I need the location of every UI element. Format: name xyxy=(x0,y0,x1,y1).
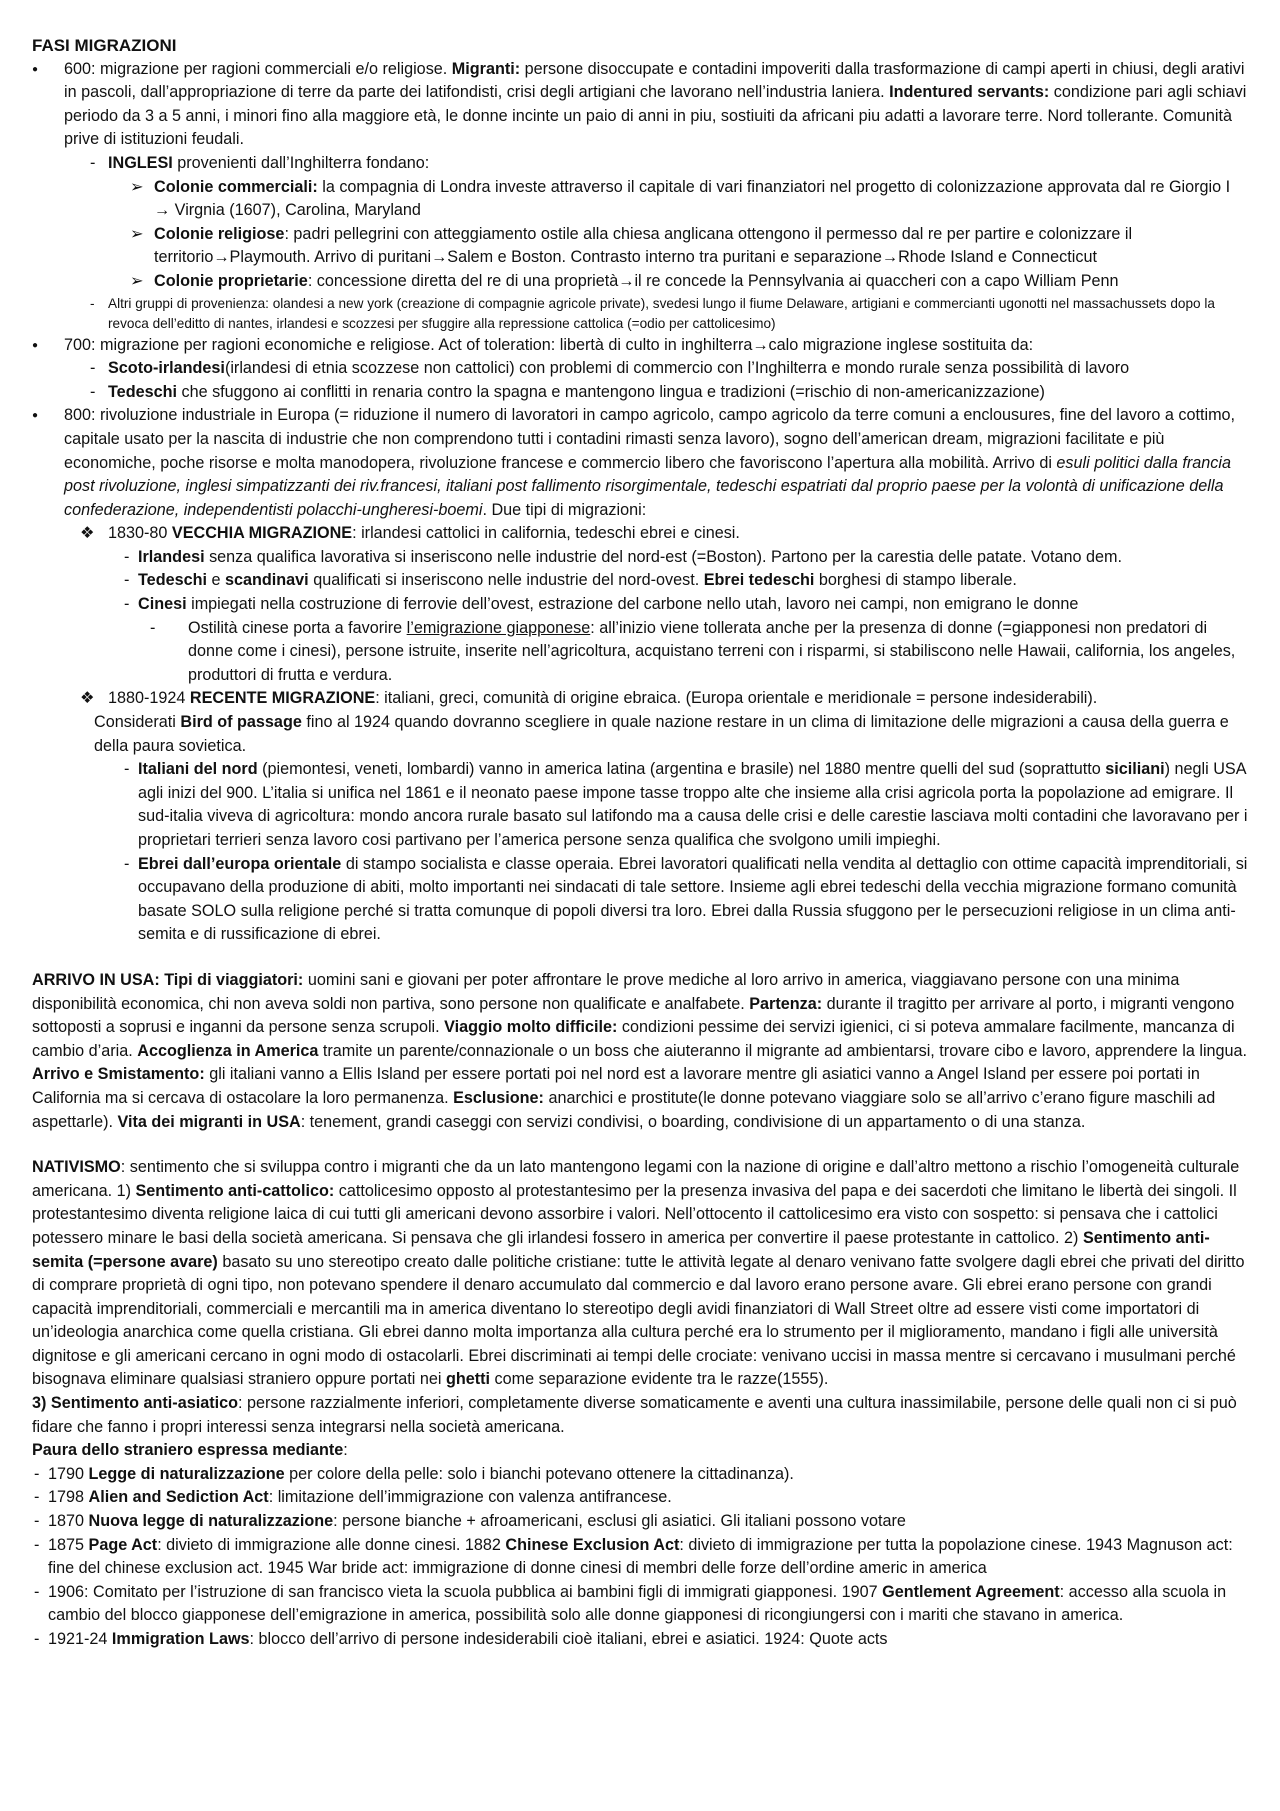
text-altri-gruppi: Altri gruppi di provenienza: olandesi a new york (creazione di compagnie agricole private), svedesi lungo il fiume Delaware, artigiani e commercianti ugonotti nel massachussets dopo la revoca dell’editto di nantes, irlandesi e scozzesi per sfuggire alla repressione cattolica (=odio per cattolicesimo) xyxy=(108,295,1215,331)
text-arrivo-3: condizioni pessime dei servizi igienici, ci si poteva ammalare facilmente, mancanza di cambio d’aria. xyxy=(32,1018,1235,1060)
paragraph-nativismo xyxy=(32,1156,1248,1392)
text-cinesi: impiegati nella costruzione di ferrovie dell’ovest, estrazione del carbone nello utah, lavoro nei campi, non emigrano le donne xyxy=(191,595,1079,614)
label-vecchia-migrazione: VECCHIA MIGRAZIONE xyxy=(171,524,353,543)
text-vecchia-migrazione: : irlandesi cattolici in california, tedeschi ebrei e cinesi. xyxy=(352,524,740,543)
law-year: 1798 xyxy=(48,1488,85,1507)
label-vita-migranti: Vita dei migranti in USA xyxy=(117,1112,301,1131)
label-tedeschi: Tedeschi xyxy=(138,571,207,590)
text-nativismo-1: : sentimento che si sviluppa contro i migranti che da un lato mantengono legami con la nazione di origine e dall’altro mettono a rischio l’omogeneità culturale americana. 1) xyxy=(32,1158,1240,1200)
text-bird-pre: Considerati xyxy=(94,713,176,732)
law-year: 1875 xyxy=(48,1535,85,1554)
text-irlandesi: senza qualifica lavorativa si inseriscono nelle industrie del nord-est (=Boston). Partono per la carestia delle patate. Votano dem. xyxy=(209,547,1122,566)
text-italiani-1: (piemontesi, veneti, lombardi) vanno in america latina (argentina e brasile) nel 1880 mentre quelli del sud (soprattutto xyxy=(262,760,1101,779)
item-irlandesi xyxy=(32,546,1248,570)
law-name: Legge di naturalizzazione xyxy=(88,1464,285,1483)
text-ostilita: : all’inizio viene tollerata anche per la presenza di donne (=giapponesi non predatori di donne come i cinesi), persone istruite, inserite nell’agricoltura, acquistano terreni con i risparmi, si stabiliscono nelle Hawaii, california, los angeles, produttori di frutta e verdura. xyxy=(188,618,1236,684)
item-colonie-proprietarie xyxy=(32,270,1248,294)
spacer xyxy=(32,1134,1248,1156)
item-vecchia-migrazione xyxy=(32,522,1248,546)
text-arrivo-1: uomini sani e giovani per poter affrontare le prove mediche al loro arrivo in america, viaggiavano persone con una minima disponibilità economica, chi non aveva soldi non partiva, sono persone non qualificate e analfabete. xyxy=(32,970,1180,1013)
text-anti-asiatico: : persone razzialmente inferiori, completamente diverse somaticamente e aventi una cultura inassimilabile, persone delle quali non ci si può fidare che fanno i propri interessi senza integrarsi nella società americana. xyxy=(32,1394,1237,1436)
text-800-tail: . Due tipi di migrazioni: xyxy=(482,500,647,519)
law-name: Immigration Laws xyxy=(111,1630,250,1648)
paragraph-800 xyxy=(32,404,1248,522)
law-item xyxy=(32,1463,1248,1487)
label-indentured: Indentured servants: xyxy=(889,83,1050,102)
label-scandinavi: scandinavi xyxy=(225,571,309,590)
item-emigrazione-giapponese xyxy=(32,617,1248,688)
law-text: : persone bianche + afroamericani, esclusi gli asiatici. Gli italiani possono votare xyxy=(333,1512,906,1531)
item-cinesi xyxy=(32,593,1248,617)
label-inglesi: INGLESI xyxy=(108,153,173,172)
label-esclusione: Esclusione: xyxy=(453,1088,544,1107)
paragraph-paura-straniero xyxy=(32,1439,1248,1463)
item-colonie-religiose xyxy=(32,223,1248,270)
text-ostilita-pre: Ostilità cinese porta a favorire xyxy=(188,618,403,637)
text-bird-of-passage: fino al 1924 quando dovranno scegliere in quale nazione restare in un clima di limitazione delle migrazioni a causa della guerra e della paura sovietica. xyxy=(94,713,1229,755)
text-paura-colon: : xyxy=(343,1441,348,1460)
text-migranti: persone disoccupate e contadini impoveriti dalla trasformazione di campi aperti in chiusi, degli arativi in pascoli, dall’appropriazione di terre da parte dei latifondisti, crisi degli artigiani che lavorano nell’industria laniera. xyxy=(64,59,1245,102)
text-arrivo-2: durante il tragitto per arrivare al porto, i migranti vengono sottoposti a soprusi e inganni da persone senza scrupoli. xyxy=(32,994,1235,1037)
label-colonie-religiose: Colonie religiose xyxy=(154,224,285,243)
label-viaggio: Viaggio molto difficile: xyxy=(444,1018,618,1037)
label-anti-cattolico: Sentimento anti-cattolico: xyxy=(135,1181,335,1200)
text-indentured: condizione pari agli schiavi periodo da 3 a 5 anni, i minori fino alla maggiore età, le donne incinte un paio di anni in piu, sostiuiti da africani piu adatti a lavorare terre. Nord tollerante. Comunità prive di istituzioni feudali. xyxy=(64,83,1247,149)
label-anti-semita: Sentimento anti-semita (=persone avare) xyxy=(32,1228,1210,1271)
item-tedeschi-scandinavi xyxy=(32,569,1248,593)
text-600-lead: 600: migrazione per ragioni commerciali e/o religiose. xyxy=(64,59,448,78)
text-esuli-politici: esuli politici dalla francia post rivoluzione, inglesi simpatizzanti dei riv.francesi, italiani post fallimento risorgimentale, tedeschi espatriati dal proprio paese per la volontà di unificazione della confederazione, independentisti polacchi-ungheresi-boemi xyxy=(64,453,1231,519)
law-item xyxy=(32,1486,1248,1510)
label-paura-straniero: Paura dello straniero espressa mediante xyxy=(32,1441,344,1460)
text-arrivo-5: gli italiani vanno a Ellis Island per essere portati poi nel nord est a lavorare mentre gli asiatici vanno a Angel Island per essere poi portati in California ma si cercava di ostacolare la loro permanenza. xyxy=(32,1065,1200,1107)
item-italiani-nord xyxy=(32,758,1248,852)
item-ebrei-europa-orientale xyxy=(32,853,1248,947)
law-year: 1870 xyxy=(48,1512,85,1531)
text-tedeschi-700: che sfuggono ai conflitti in renaria contro la spagna e mantengono lingua e tradizioni (=rischio di non-americanizzazione) xyxy=(181,382,1045,401)
label-cinesi: Cinesi xyxy=(138,595,187,614)
law-year: 1790 xyxy=(48,1464,85,1483)
label-migranti: Migranti: xyxy=(451,59,521,78)
text-inglesi: provenienti dall’Inghilterra fondano: xyxy=(177,153,430,172)
label-anti-asiatico: 3) Sentimento anti-asiatico xyxy=(32,1394,238,1413)
item-scoto-irlandesi xyxy=(32,357,1248,381)
label-smistamento: Arrivo e Smistamento: xyxy=(32,1065,205,1084)
paragraph-600 xyxy=(32,58,1248,152)
law-text: per colore della pelle: solo i bianchi potevano ottenere la cittadinanza). xyxy=(289,1464,794,1483)
law-name: Page Act xyxy=(88,1535,158,1554)
item-colonie-commerciali xyxy=(32,176,1248,223)
spacer xyxy=(32,947,1248,969)
text-colonie-commerciali: la compagnia di Londra investe attraverso il capitale di vari finanziatori nel progetto di colonizzazione approvata dal re Giorgio I → Virgnia (1607), Carolina, Maryland xyxy=(154,177,1231,220)
label-scoto-irlandesi: Scoto-irlandesi xyxy=(108,359,225,378)
paragraph-anti-asiatico xyxy=(32,1392,1248,1439)
label-recente-migrazione: RECENTE MIGRAZIONE xyxy=(189,689,376,708)
law-text: Comitato per l’istruzione di san francisco vieta la scuola pubblica ai bambini figli di immigrati giapponesi. 1907 xyxy=(93,1582,878,1601)
label-italiani-nord: Italiani del nord xyxy=(138,760,258,779)
law-year: 1921-24 xyxy=(48,1630,108,1648)
text-emigrazione-giapponese: l’emigrazione giapponese xyxy=(406,618,591,637)
law-item xyxy=(32,1581,1248,1628)
years-recente: 1880-1924 xyxy=(108,689,186,708)
label-partenza: Partenza: xyxy=(749,994,823,1013)
text-scoto-irlandesi: (irlandesi di etnia scozzese non cattolici) con problemi di commercio con l’Inghilterra e mondo rurale senza possibilità di lavoro xyxy=(224,359,1130,378)
text-800-lead: 800: rivoluzione industriale in Europa (= riduzione il numero di lavoratori in campo agricolo, campo agricolo da terre comuni a enclousures, fine del lavoro a cottimo, capitale usato per la nascita di industrie che non comprendono tutti i contadini rimasti senza lavoro), sogno dell’american dream, migrazioni facilitate e più economiche, poche risorse e molta manodopera, rivoluzione francese e commercio libero che favoriscono l’apertura alla mobilità. Arrivo di xyxy=(64,406,1236,472)
label-bird-of-passage: Bird of passage xyxy=(180,713,302,732)
label-siciliani: siciliani xyxy=(1105,760,1165,779)
item-bird-of-passage xyxy=(32,711,1248,758)
law-text: : divieto di immigrazione alle donne cinesi. 1882 xyxy=(157,1535,501,1554)
text-arrivo-4: tramite un parente/connazionale o un boss che aiuteranno il migrante ad ambientarsi, trovare cibo e lavoro, apprendere la lingua. xyxy=(322,1041,1248,1060)
text-nativismo-3: basato su uno stereotipo creato dalle politiche cristiane: tutte le attività legate al denaro venivano fatte svolgere dagli ebrei che privati del diritto di comprare proprietà di ogni tipo, non potevano spendere il denaro accumulato dal commercio e dal lavoro erano persone avare. Gli ebrei erano persone con grandi capacità imprenditoriali, commerciali e mercantili ma in america diventano lo stereotipo degli avidi finanziatori di Wall Street oltre ad essere visti come importatori di un’ideologia anarchica come quella cristiana. Gli ebrei danno molta importanza alla cultura perché era lo strumento per il miglioramento, mandano i figli alle università dignitose e gli americani cercano in ogni modo di ostacolarli. Ebrei discriminati ai tempi delle crociate: venivano uccisi in massa mentre si cercavano i musulmani perché bisognava eliminare qualsiasi straniero oppure portati nei xyxy=(32,1252,1245,1389)
paragraph-700 xyxy=(32,334,1248,358)
laws-list xyxy=(32,1463,1248,1652)
label-ebrei-tedeschi: Ebrei tedeschi xyxy=(703,571,815,590)
item-inglesi xyxy=(32,152,1248,176)
text-nativismo-2: cattolicesimo opposto al protestantesimo per la presenza invasiva del papa e dei sacerdoti che limitano le libertà dei singoli. Il protestantesimo diventa religione laica di cui tutti gli americani devono assorbire i valori. Nell’ottocento il cattolicesimo era visto con sospetto: si pensava che i cattolici potessero minare le basi della società americana. Si pensava che gli irlandesi fossero in america per convertire il paese protestante in cattolico. 2) xyxy=(32,1181,1237,1247)
law-text: : limitazione dell’immigrazione con valenza antifrancese. xyxy=(268,1488,672,1507)
label-nativismo: NATIVISMO xyxy=(32,1158,121,1177)
section-title-fasi-migrazioni: FASI MIGRAZIONI xyxy=(32,36,177,55)
item-tedeschi-700 xyxy=(32,381,1248,405)
item-recente-migrazione xyxy=(32,687,1248,711)
text-ebrei-europa-orientale: di stampo socialista e classe operaia. Ebrei lavoratori qualificati nella vendita al dettaglio con ottime capacità imprenditoriali, si occupavano della produzione di abiti, molto importanti nei sindacati di tale settore. Insieme agli ebrei tedeschi della vecchia migrazione formano comunità basate SOLO sulla religione perché si tratta comunque di popoli diversi tra loro. Ebrei dalla Russia sfuggono per le persecuzioni religiose in un clima anti-semita e di russificazione di ebrei. xyxy=(138,854,1248,944)
law-item xyxy=(32,1534,1248,1581)
label-ghetti: ghetti xyxy=(445,1370,490,1389)
label-arrivo-usa: ARRIVO IN USA: Tipi di viaggiatori: xyxy=(32,970,304,989)
law-name-2: Gentlement Agreement xyxy=(882,1582,1060,1601)
law-name: Nuova legge di naturalizzazione xyxy=(88,1512,334,1531)
law-text-2: : accesso alla scuola in cambio del blocco giapponese dell’emigrazione in america, possibilità solo alle donne giapponesi di ricongiungersi con i mariti che stavano in america. xyxy=(48,1582,1227,1625)
text-italiani-2: ) negli USA agli inizi del 900. L’italia si unifica nel 1861 e il neonato paese impone tasse troppo alte che insieme alla crisi agricola porta la popolazione ad emigrare. Il sud-italia viveva di agricoltura: mondo ancora rurale basato sul latifondo ma a causa delle crisi e delle carestie lasciava molti contadini che lavoravano per i proprietari terrieri senza lavoro cosi partivano per l’america persone senza qualifica che svolgono umili impieghi. xyxy=(138,760,1248,849)
law-year: 1906: xyxy=(48,1582,89,1601)
text-700-lead: 700: migrazione per ragioni economiche e religiose. Act of toleration: libertà di culto in inghilterra→calo migrazione inglese sostituita da: xyxy=(64,335,1034,354)
law-text-2: : divieto di immigrazione per tutta la popolazione cinese. 1943 Magnuson act: fine del chinese exclusion act. 1945 War bride act: immigrazione di donne cinesi di membri delle forze dell’ordine americ in america xyxy=(48,1535,1233,1578)
label-ebrei-europa-orientale: Ebrei dall’europa orientale xyxy=(138,854,342,873)
law-item xyxy=(32,1510,1248,1534)
years-vecchia: 1830-80 xyxy=(108,524,168,543)
label-colonie-commerciali: Colonie commerciali: xyxy=(154,177,318,196)
label-colonie-proprietarie: Colonie proprietarie xyxy=(154,271,308,290)
text-colonie-proprietarie: : concessione diretta del re di una proprietà→il re concede la Pennsylvania ai quaccheri con a capo William Penn xyxy=(307,271,1119,290)
label-irlandesi: Irlandesi xyxy=(138,547,205,566)
law-text: : blocco dell’arrivo di persone indesiderabili cioè italiani, ebrei e asiatici. 1924: Quote acts xyxy=(249,1630,888,1648)
law-name: Alien and Sediction Act xyxy=(88,1488,269,1507)
text-tedeschi-scandinavi: qualificati si inseriscono nelle industrie del nord-ovest. xyxy=(313,571,700,590)
text-ebrei-tedeschi: borghesi di stampo liberale. xyxy=(818,571,1017,590)
text-recente-migrazione: : italiani, greci, comunità di origine ebraica. (Europa orientale e meridionale = persone indesiderabili). xyxy=(375,689,1098,708)
text-arrivo-7: : tenement, grandi caseggi con servizi condivisi, o boarding, condivisione di un appartamento o di una stanza. xyxy=(300,1112,1086,1131)
text-e: e xyxy=(211,571,221,590)
law-item xyxy=(32,1628,1248,1652)
text-colonie-religiose: : padri pellegrini con atteggiamento ostile alla chiesa anglicana ottengono il permesso dal re per partire e colonizzare il territorio→Playmouth. Arrivo di puritani→Salem e Boston. Contrasto interno tra puritani e separazione→Rhode Island e Connecticut xyxy=(154,224,1133,267)
law-name-2: Chinese Exclusion Act xyxy=(505,1535,680,1554)
label-accoglienza: Accoglienza in America xyxy=(137,1041,319,1060)
item-altri-gruppi xyxy=(32,294,1248,334)
text-nativismo-4: come separazione evidente tra le razze(1555). xyxy=(494,1370,829,1389)
label-tedeschi-700: Tedeschi xyxy=(108,382,177,401)
paragraph-arrivo-usa xyxy=(32,969,1248,1134)
text-arrivo-6: anarchici e prostitute(le donne potevano viaggiare solo se all’arrivo c’erano figure maschili ad aspettarle). xyxy=(32,1088,1216,1131)
